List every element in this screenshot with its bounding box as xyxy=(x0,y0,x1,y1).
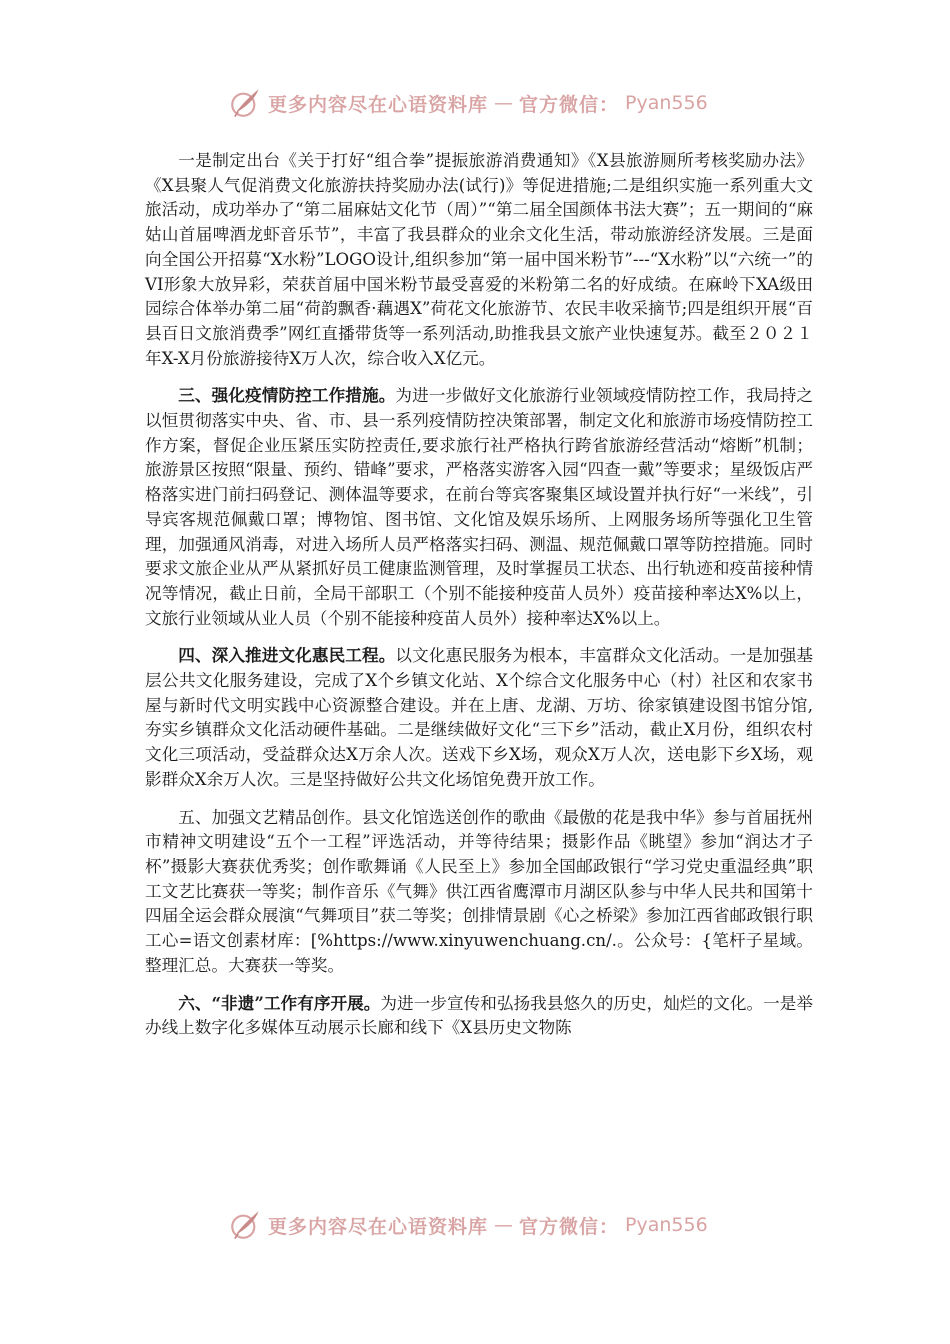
paragraph-body: 一是制定出台《关于打好“组合拳”提振旅游消费通知》《X县旅游厕所考核奖励办法》《X县聚人气促消费文化旅游扶持奖励办法(试行)》等促进措施;二是组织实施一系列重大文旅活动，成功举办了“第二届麻姑文化节（周）”“第二届全国颜体书法大赛”；五一期间的“麻姑山首届啤酒龙虾音乐节”，丰富了我县群众的业余文化生活，带动旅游经济发展。三是面向全国公开招募“X水粉”LOGO设计,组织参加“第一届中国米粉节”---“X水粉”以“六统一”的VI形象大放异彩，荣获首届中国米粉节最受喜爱的米粉第二名的好成绩。在麻岭下XA级田园综合体举办第二届“荷韵飘香·藕遇X”荷花文化旅游节、农民丰收采摘节;四是组织开展“百县百日文旅消费季”网红直播带货等一系列活动,助推我县文旅产业快速复苏。截至２０２１年X-X月份旅游接待X万人次，综合收入X亿元。 xyxy=(145,151,813,368)
watermark-text: 更多内容尽在心语资料库 xyxy=(268,93,489,116)
paragraph xyxy=(145,991,813,1041)
watermark-header xyxy=(228,86,708,120)
watermark-separator: — xyxy=(494,1214,514,1236)
paragraph xyxy=(145,148,813,371)
paragraph xyxy=(145,805,813,979)
quill-logo-icon xyxy=(228,86,262,120)
document-body xyxy=(145,148,813,1053)
watermark-wechat-label: 官方微信： xyxy=(519,1215,620,1238)
paragraph-body: 为进一步宣传和弘扬我县悠久的历史，灿烂的文化。一是举办线上数字化多媒体互动展示长廊和线下《X县历史文物陈 xyxy=(145,993,813,1038)
paragraph-body: 五、加强文艺精品创作。县文化馆选送创作的歌曲《最傲的花是我中华》参与首届抚州市精神文明建设“五个一工程”评选活动，并等待结果；摄影作品《眺望》参加“润达才子杯”摄影大赛获优秀奖；创作歌舞诵《人民至上》参加全国邮政银行“学习党史重温经典”职工文艺比赛获一等奖；制作音乐《气舞》供江西省鹰潭市月湖区队参与中华人民共和国第十四届全运会群众展演“气舞项目”获二等奖；创排情景剧《心之桥梁》参加江西省邮政银行职工心=语文创素材库：[%https://www.xinyuwenchuang.cn/.。公众号：{笔杆子星域。整理汇总。大赛获一等奖。 xyxy=(145,807,813,975)
watermark-wechat-label: 官方微信： xyxy=(519,93,620,116)
paragraph-body: 为进一步做好文化旅游行业领域疫情防控工作，我局持之以恒贯彻落实中央、省、市、县一系列疫情防控决策部署，制定文化和旅游市场疫情防控工作方案，督促企业压紧压实防控责任,要求旅行社严格执行跨省旅游经营活动“熔断”机制；旅游景区按照“限量、预约、错峰”要求，严格落实游客入园“四查一戴”等要求；星级饭店严格落实进门前扫码登记、测体温等要求，在前台等宾客聚集区域设置并执行好“一米线”，引导宾客规范佩戴口罩；博物馆、图书馆、文化馆及娱乐场所、上网服务场所等强化卫生管理，加强通风消毒，对进入场所人员严格落实扫码、测温、规范佩戴口罩等防控措施。同时要求文旅企业从严从紧抓好员工健康监测管理，及时掌握员工状态、出行轨迹和疫苗接种情况等情况，截止日前，全局干部职工（个别不能接种疫苗人员外）疫苗接种率达X%以上，文旅行业领域从业人员（个别不能接种疫苗人员外）接种率达X%以上。 xyxy=(145,386,814,628)
paragraph-body: 以文化惠民服务为根本，丰富群众文化活动。一是加强基层公共文化服务建设，完成了X个乡镇文化站、X个综合文化服务中心（村）社区和农家书屋与新时代文明实践中心资源整合建设。并在上唐、龙湖、万坊、徐家镇建设图书馆分馆,夯实乡镇群众文化活动硬件基础。二是继续做好文化“三下乡”活动，截止X月份，组织农村文化三项活动，受益群众达X万余人次。送戏下乡X场，观众X万人次，送电影下乡X场，观影群众X余万人次。三是坚持做好公共文化场馆免费开放工作。 xyxy=(145,646,814,789)
watermark-wechat-id: Pyan556 xyxy=(625,1214,708,1236)
watermark-separator: — xyxy=(494,92,514,114)
paragraph-heading: 三、强化疫情防控工作措施。 xyxy=(178,385,396,406)
quill-logo-icon xyxy=(228,1208,262,1242)
paragraph-heading: 六、“非遗”工作有序开展。 xyxy=(178,992,381,1013)
watermark-footer xyxy=(228,1208,708,1242)
watermark-text: 更多内容尽在心语资料库 xyxy=(268,1215,489,1238)
paragraph-heading: 四、深入推进文化惠民工程。 xyxy=(178,645,396,666)
paragraph xyxy=(145,643,813,792)
watermark-wechat-id: Pyan556 xyxy=(625,92,708,114)
paragraph xyxy=(145,383,813,631)
